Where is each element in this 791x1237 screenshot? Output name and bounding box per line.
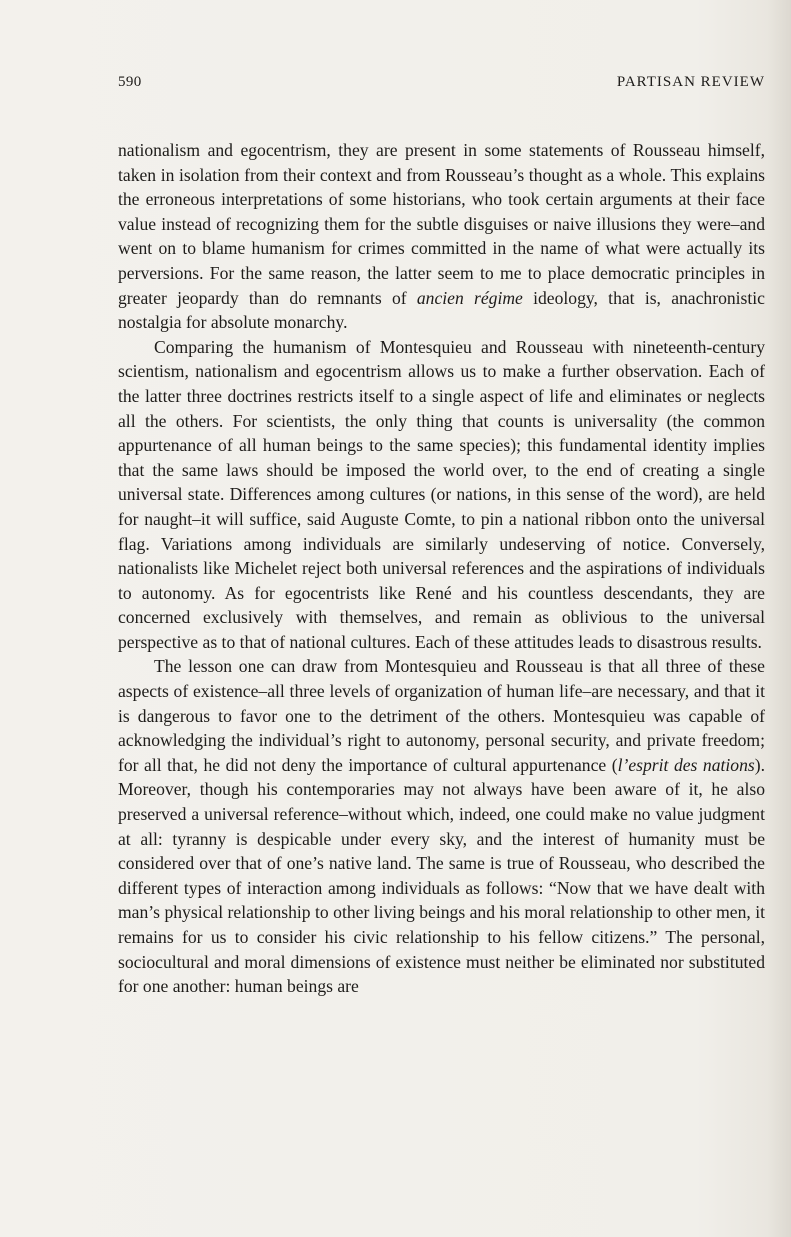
body-text [118, 138, 765, 999]
paragraph-3-italic-term: l’esprit des nations [617, 754, 755, 775]
paragraph-2 [118, 335, 765, 655]
paragraph-3 [118, 654, 765, 998]
running-head: PARTISAN REVIEW [616, 74, 765, 90]
paragraph-3-text-b: ). Moreover, though his contemporaries may not always have been aware of it, he also preserved a universal reference–without which, indeed, one could make no value judgment at all: tyranny is despicable under every sky, and the interest of humanity must be considered over that of one’s native land. The same is true of Rousseau, who described the different types of interaction among individuals as follows: “Now that we have dealt with man’s physical relationship to other living beings and his moral relationship to other men, it remains for us to consider his civic relationship to his fellow citizens.” The personal, sociocultural and moral dimensions of existence must neither be eliminated nor substituted for one another: human beings are [118, 754, 765, 997]
paragraph-1-italic-term: ancien régime [416, 287, 523, 308]
paragraph-3-text-a: The lesson one can draw from Montesquieu and Rousseau is that all three of these aspects of existence–all three levels of organization of human life–are necessary, and that it is dangerous to favor one to the detriment of the others. Montesquieu was capable of acknowledging the individual’s right to autonomy, personal security, and private freedom; for all that, he did not deny the importance of cultural appurtenance ( [118, 656, 765, 775]
paragraph-1 [118, 138, 765, 335]
paragraph-1-text-b: ideology, that is, anachronistic nostalgia for absolute monarchy. [118, 287, 765, 333]
page-number: 590 [118, 74, 142, 90]
paragraph-1-text-a: nationalism and egocentrism, they are present in some statements of Rousseau himself, taken in isolation from their context and from Rousseau’s thought as a whole. This explains the erroneous interpretations of some historians, who took certain arguments at their face value instead of recognizing them for the subtle disguises or naive illusions they were–and went on to blame humanism for crimes committed in the name of what were actually its perversions. For the same reason, the latter seem to me to place democratic principles in greater jeopardy than do remnants of [118, 140, 765, 308]
paragraph-2-text: Comparing the humanism of Montesquieu and Rousseau with nineteenth-century scientism, nationalism and egocentrism allows us to make a further observation. Each of the latter three doctrines restricts itself to a single aspect of life and eliminates or neglects all the others. For scientists, the only thing that counts is universality (the common appurtenance of all human beings to the same species); this fundamental identity implies that the same laws should be imposed the world over, to the end of creating a single universal state. Differences among cultures (or nations, in this sense of the word), are held for naught–it will suffice, said Auguste Comte, to pin a national ribbon onto the universal flag. Variations among individuals are similarly undeserving of notice. Conversely, nationalists like Michelet reject both universal references and the aspirations of individuals to autonomy. As for egocentrists like René and his countless descendants, they are concerned exclusively with themselves, and remain as oblivious to the universal perspective as to that of national cultures. Each of these attitudes leads to disastrous results. [118, 336, 765, 652]
page-header [118, 74, 765, 98]
